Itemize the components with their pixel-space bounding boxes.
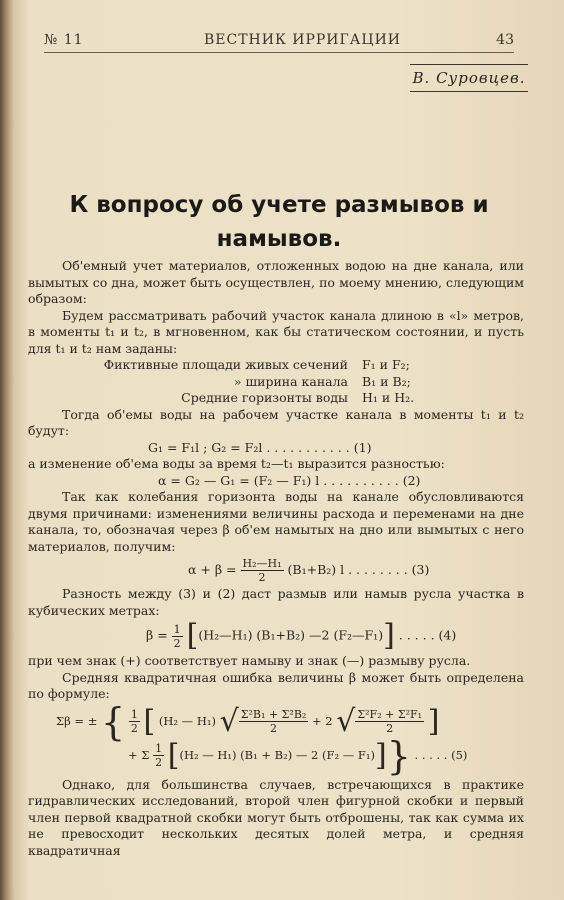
equation-5-line-2: + Σ $\frac{1}{2}$ [(H₂ — H₁) (B₁ + B₂) — 2 (F₂ — F₁)]} . . . . . (5) [128, 733, 468, 778]
paragraph: Тогда об'емы воды на рабочем участке канала в моменты t₁ и t₂ будут: [28, 406, 524, 438]
paragraph: Разность между (3) и (2) даст размыв или намыв русла участка в кубических метрах: [28, 586, 524, 618]
radical: $\frac{\text{Σ²B₁ + Σ²B₂}}{2}$ [240, 708, 307, 735]
equation-3: α + β = $\frac{\text{H₂—H₁}}{2}$ (B₁+B₂) l . . . . . . . . (3) [188, 557, 430, 584]
paragraph: Так как колебания горизонта воды на канале обусловливаются двумя причинами: изменениями величины расхода и переменами на дне канала, то, обозначая через β об'ем намытых на дно или вымытых с него материалов, получим: [28, 489, 524, 554]
paragraph: Будем рассматривать рабочий участок канала длиною в «l» метров, в моменты t₁ и t₂, в мгновенном, как бы статическом состоянии, и пусть для t₁ и t₂ нам заданы: [28, 307, 524, 356]
author-name: В. Суровцев. [410, 64, 528, 92]
radical: $\frac{\text{Σ²F₂ + Σ²F₁}}{2}$ [357, 708, 423, 735]
paragraph: при чем знак (+) соответствует намыву и знак (—) размыву русла. [28, 653, 471, 668]
equation-5-line-1: Σβ = ± { $\frac{1}{2}$ [ (H₂ — H₁) √ $\frac{\text{Σ²B₁ + Σ²B₂}}{2}$ + 2 √ $\frac{\text{Σ²F₂ + Σ²F₁}}{2}$ ] [56, 699, 440, 744]
fraction: $\frac{1}{2}$ [173, 622, 181, 650]
equation-4: β = $\frac{1}{2}$ [(H₂—H₁) (B₁+B₂) —2 (F₂—F₁)] . . . . . (4) [146, 618, 457, 653]
fraction: $\frac{1}{2}$ [155, 742, 163, 769]
issue-number: № 11 [44, 32, 84, 48]
journal-title: ВЕСТНИК ИРРИГАЦИИ [204, 32, 402, 48]
definition-row: » ширина канала B₁ и B₂; [233, 373, 411, 389]
article-body [28, 258, 524, 859]
running-header [44, 30, 514, 53]
equation-1: G₁ = F₁l ; G₂ = F₂l . . . . . . . . . . . (1) [148, 439, 372, 455]
fraction: $\frac{1}{2}$ [130, 708, 138, 735]
definition-row: Средние горизонты воды H₁ и H₂. [181, 390, 415, 405]
definition-row: Фиктивные площади живых сечений F₁ и F₂; [103, 357, 410, 372]
page-number: 43 [496, 32, 514, 48]
paragraph: Средняя квадратичная ошибка величины β может быть определена по формуле: [28, 669, 524, 701]
equation-2: α = G₂ — G₁ = (F₂ — F₁) l . . . . . . . . . . (2) [158, 472, 421, 488]
article-title: К вопросу об учете размывов и намывов. [69, 192, 489, 252]
paragraph: Об'емный учет материалов, отложенных водою на дне канала, или вымытых со дна, может быть осуществлен, по моему мнению, следующим образом: [28, 258, 524, 306]
paragraph: Однако, для большинства случаев, встречающихся в практике гидравлических исследований, второй член фигурной скобки и первый член первой квадратной скобки могут быть отброшены, так как сумма их не превосходит нескольких десятых долей метра, и средняя квадратичная [28, 776, 524, 858]
fraction: $\frac{\text{H₂—H₁}}{2}$ [242, 557, 282, 584]
paragraph: а изменение об'ема воды за время t₂—t₁ выразится разностью: [28, 456, 445, 471]
